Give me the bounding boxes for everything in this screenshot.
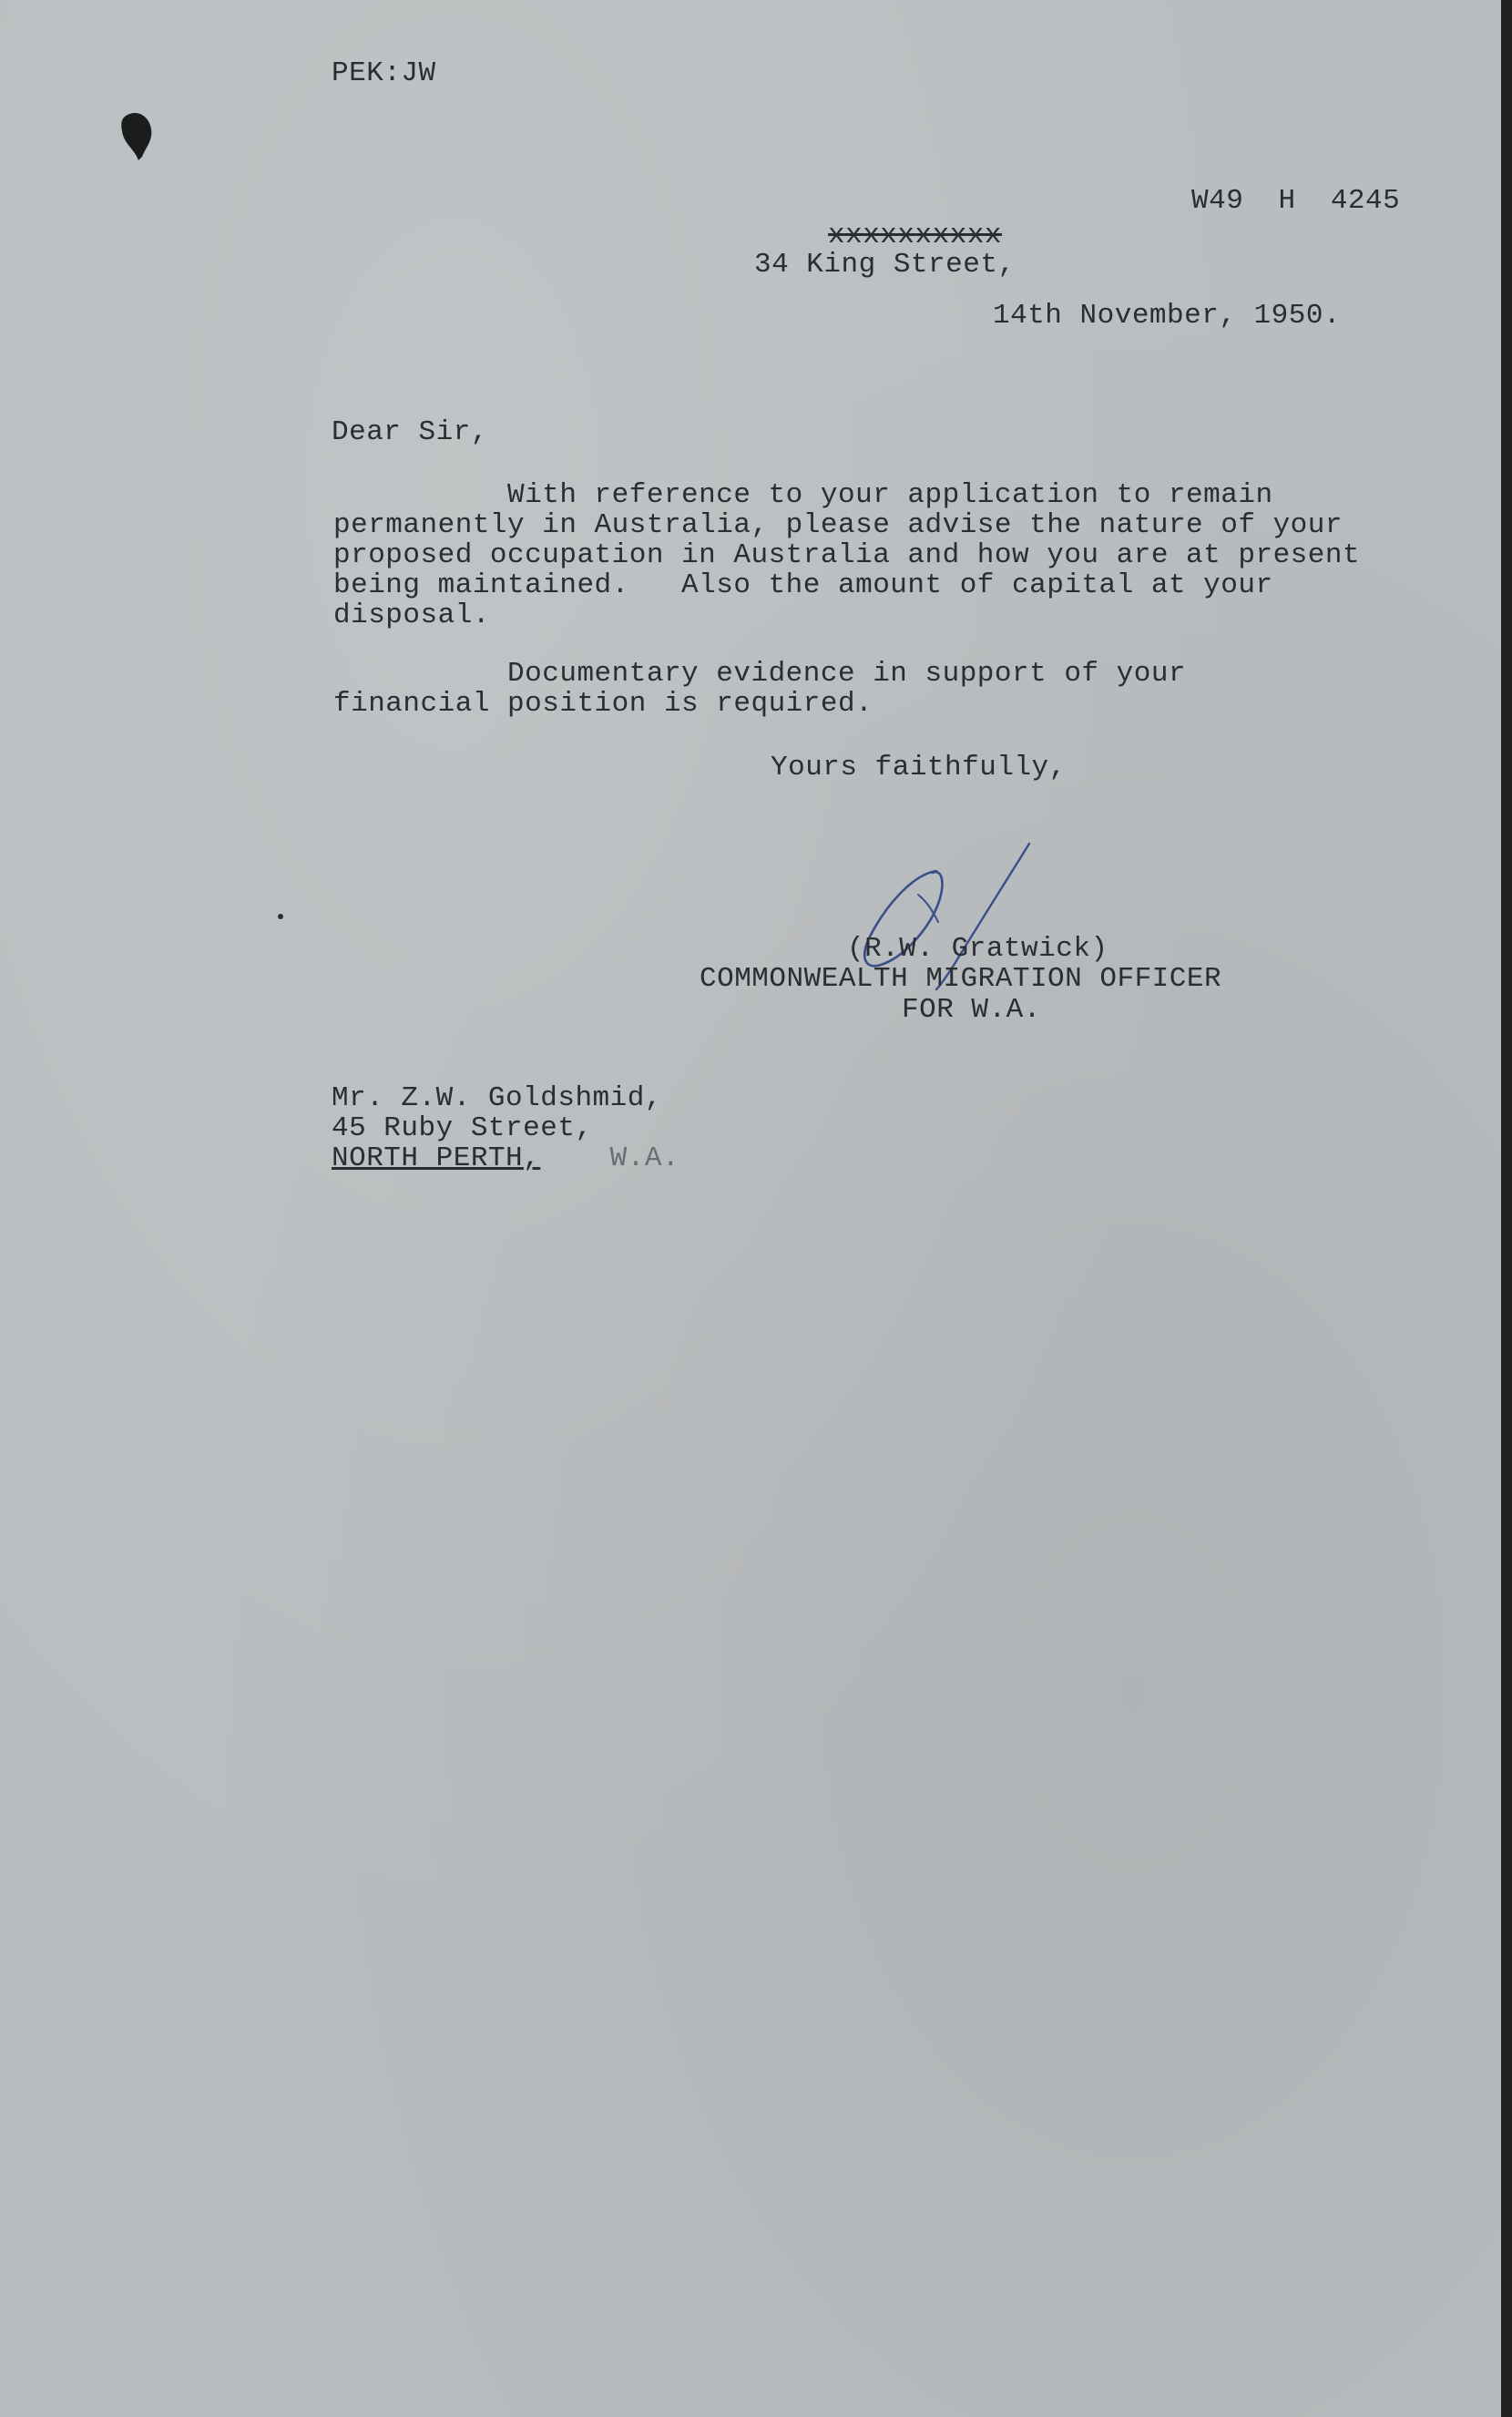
recipient-name: Mr. Z.W. Goldshmid, [332,1082,662,1114]
ink-blot-mark [118,108,164,162]
closing: Yours faithfully, [771,752,1067,783]
signer-region: FOR W.A. [902,994,1041,1026]
body-paragraph-2: Documentary evidence in support of your financial position is required. [333,658,1187,720]
paper-speck [278,914,283,919]
signer-title: COMMONWEALTH MIGRATION OFFICER [700,963,1222,995]
recipient-city: NORTH PERTH, [332,1142,541,1174]
recipient-state: W.A. [609,1142,680,1174]
letter-date: 14th November, 1950. [993,300,1342,332]
recipient-street: 45 Ruby Street, [332,1112,593,1144]
signer-name: (R.W. Gratwick) [847,933,1108,965]
reference-initials: PEK:JW [332,57,436,89]
sender-address: 34 King Street, [754,249,1016,281]
salutation: Dear Sir, [332,416,488,448]
recipient-address-block [332,1083,679,1173]
body-paragraph-1: With reference to your application to remain permanently in Australia, please advise the nature of your proposed occupation in Australia and how you are at present being maintained. Also the amount of capital at your disposal. [333,479,1361,631]
struck-out-text: xxxxxxxxxx [828,220,1003,251]
file-reference-number: W49 H 4245 [1191,185,1401,217]
